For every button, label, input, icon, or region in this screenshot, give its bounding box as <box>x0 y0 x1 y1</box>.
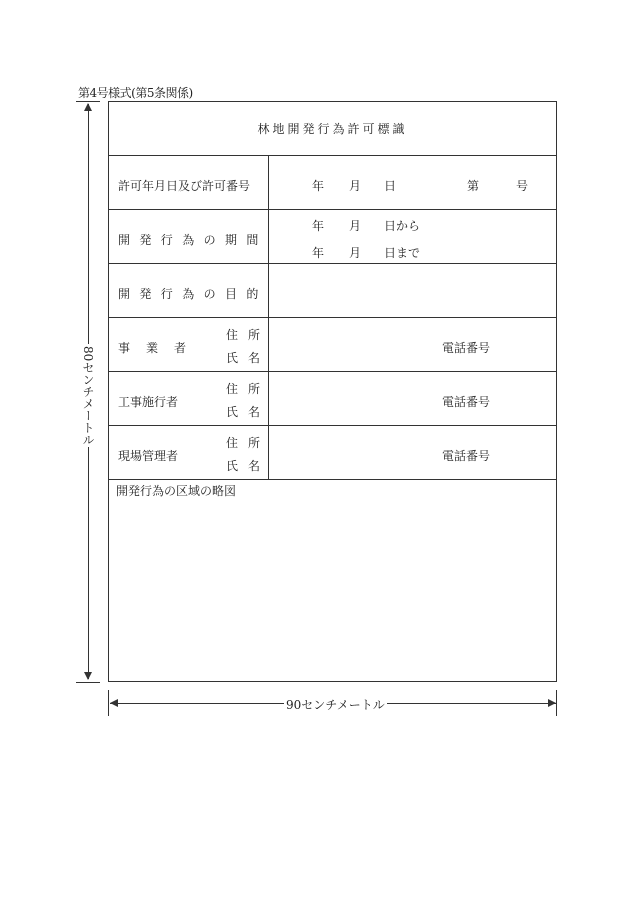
period-end-year: 年 <box>312 246 325 260</box>
purpose-label: 開発行為の目的 <box>118 287 268 301</box>
permit-number-prefix: 第 <box>467 179 480 193</box>
operator-label: 事業者 <box>118 341 203 355</box>
operator-address-label: 住所 <box>226 328 271 342</box>
arrow-left-icon <box>110 699 118 707</box>
contractor-name-label: 氏名 <box>226 405 271 419</box>
row-divider <box>109 317 556 318</box>
row-divider <box>109 479 556 480</box>
row-divider <box>109 425 556 426</box>
contractor-phone-label: 電話番号 <box>442 395 491 409</box>
height-dimension-top-tick <box>76 101 100 102</box>
contractor-address-label: 住所 <box>226 382 271 396</box>
sign-form <box>108 101 557 682</box>
operator-name-label: 氏名 <box>226 351 271 365</box>
period-start-year: 年 <box>312 219 325 233</box>
height-dimension-bottom-tick <box>76 682 100 683</box>
width-dimension-right-tick <box>556 690 557 716</box>
form-number-label: 第4号様式(第5条関係) <box>78 86 193 100</box>
site-manager-phone-label: 電話番号 <box>442 449 491 463</box>
contractor-label: 工事施行者 <box>118 395 179 409</box>
width-dimension-left-tick <box>108 690 109 716</box>
sign-title: 林地開発行為許可標識 <box>257 122 408 136</box>
row-divider <box>109 209 556 210</box>
site-manager-name-label: 氏名 <box>226 459 271 473</box>
permit-day: 日 <box>384 179 397 193</box>
row-divider <box>109 155 556 156</box>
permit-number-suffix: 号 <box>516 179 529 193</box>
period-start-month: 月 <box>349 219 362 233</box>
arrow-down-icon <box>84 672 92 680</box>
arrow-right-icon <box>548 699 556 707</box>
period-label-text: 開発行為の期間 <box>118 233 268 247</box>
row-divider <box>109 371 556 372</box>
period-label <box>118 231 268 248</box>
operator-phone-label: 電話番号 <box>442 341 491 355</box>
permit-label: 許可年月日及び許可番号 <box>118 179 251 193</box>
site-manager-address-label: 住所 <box>226 436 271 450</box>
period-start-day: 日から <box>384 219 421 233</box>
period-end-month: 月 <box>349 246 362 260</box>
site-manager-label: 現場管理者 <box>118 449 179 463</box>
period-end-day: 日まで <box>384 246 421 260</box>
width-dimension-label: 90センチメートル <box>286 698 385 712</box>
permit-year: 年 <box>312 179 325 193</box>
arrow-up-icon <box>84 103 92 111</box>
map-area-label: 開発行為の区域の略図 <box>116 484 237 498</box>
row-divider <box>109 263 556 264</box>
height-dimension-label: 80センチメートル <box>81 346 95 446</box>
permit-month: 月 <box>349 179 362 193</box>
